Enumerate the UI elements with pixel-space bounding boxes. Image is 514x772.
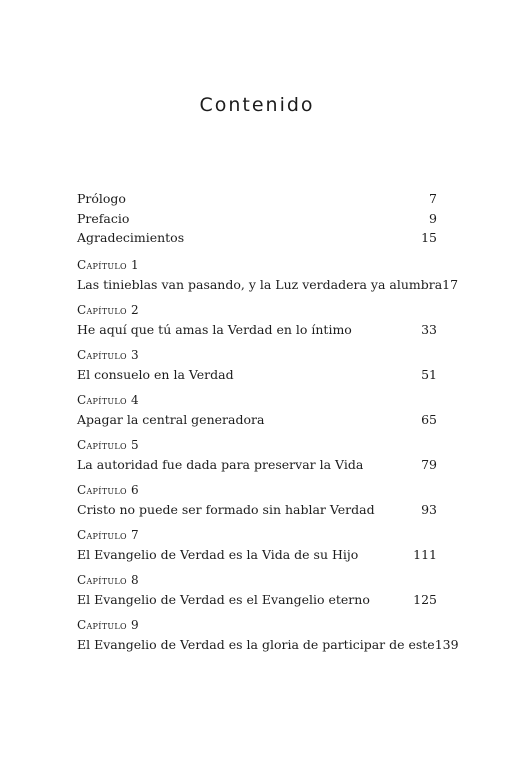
- chapter-label: Capítulo 1: [77, 257, 139, 272]
- toc-chapter-6: [77, 481, 437, 519]
- chapter-entry: [77, 410, 437, 429]
- chapter-entry: [77, 500, 437, 519]
- toc-entry-page: 9: [429, 210, 437, 226]
- chapter-page: 93: [421, 501, 437, 517]
- toc-chapter-1: [77, 256, 459, 294]
- toc-entry-label: Agradecimientos: [77, 230, 185, 245]
- chapter-title: El Evangelio de Verdad es la Vida de su Hijo: [77, 546, 359, 562]
- toc-entry-preface: [77, 209, 437, 229]
- chapter-label: Capítulo 3: [77, 347, 139, 362]
- toc-chapter-5: [77, 436, 437, 474]
- chapter-label: Capítulo 8: [77, 572, 139, 587]
- toc-chapter-3: [77, 346, 437, 384]
- chapter-title: El Evangelio de Verdad es el Evangelio eterno: [77, 591, 370, 607]
- chapter-label: Capítulo 5: [77, 437, 139, 452]
- chapter-entry: [77, 590, 437, 609]
- chapter-label: Capítulo 6: [77, 482, 139, 497]
- chapter-title: Apagar la central generadora: [77, 411, 265, 427]
- toc-entry-page: 7: [429, 191, 437, 206]
- chapter-label: Capítulo 9: [77, 617, 139, 632]
- toc-chapter-9: [77, 616, 459, 654]
- chapter-page: 33: [421, 321, 437, 337]
- chapter-page: 79: [421, 456, 437, 472]
- toc-chapter-8: [77, 571, 437, 609]
- chapter-label: Capítulo 4: [77, 392, 139, 407]
- chapter-page: 125: [413, 591, 437, 607]
- chapter-entry: [77, 455, 437, 474]
- chapter-entry: [77, 275, 459, 294]
- page-title: Contenido: [199, 94, 315, 116]
- chapter-label: Capítulo 2: [77, 302, 139, 317]
- chapter-title: Cristo no puede ser formado sin hablar Verdad: [77, 501, 375, 517]
- chapter-page: 65: [421, 411, 437, 427]
- chapter-title: El Evangelio de Verdad es la gloria de participar de este: [77, 636, 435, 652]
- toc-entry-prologue: [77, 189, 437, 209]
- table-of-contents: [77, 189, 459, 654]
- toc-entry-acknowledgements: [77, 228, 437, 248]
- toc-entry-label: Prefacio: [77, 210, 130, 226]
- chapter-title: Las tinieblas van pasando, y la Luz verdadera ya alumbra: [77, 276, 443, 292]
- toc-entry-label: Prólogo: [77, 191, 126, 206]
- toc-chapter-4: [77, 391, 437, 429]
- toc-chapter-7: [77, 526, 437, 564]
- chapter-entry: [77, 365, 437, 384]
- toc-chapter-2: [77, 301, 437, 339]
- chapter-title: El consuelo en la Verdad: [77, 366, 234, 382]
- chapter-page: 17: [442, 276, 459, 292]
- chapter-entry: [77, 320, 437, 339]
- toc-entry-page: 15: [421, 230, 437, 245]
- chapter-entry: [77, 545, 437, 564]
- chapter-page: 51: [421, 366, 437, 382]
- chapter-page: 139: [434, 636, 459, 652]
- chapter-title: He aquí que tú amas la Verdad en lo íntimo: [77, 321, 352, 337]
- chapter-label: Capítulo 7: [77, 527, 139, 542]
- chapter-entry: [77, 635, 459, 654]
- chapter-page: 111: [413, 546, 437, 562]
- chapter-title: La autoridad fue dada para preservar la Vida: [77, 456, 364, 472]
